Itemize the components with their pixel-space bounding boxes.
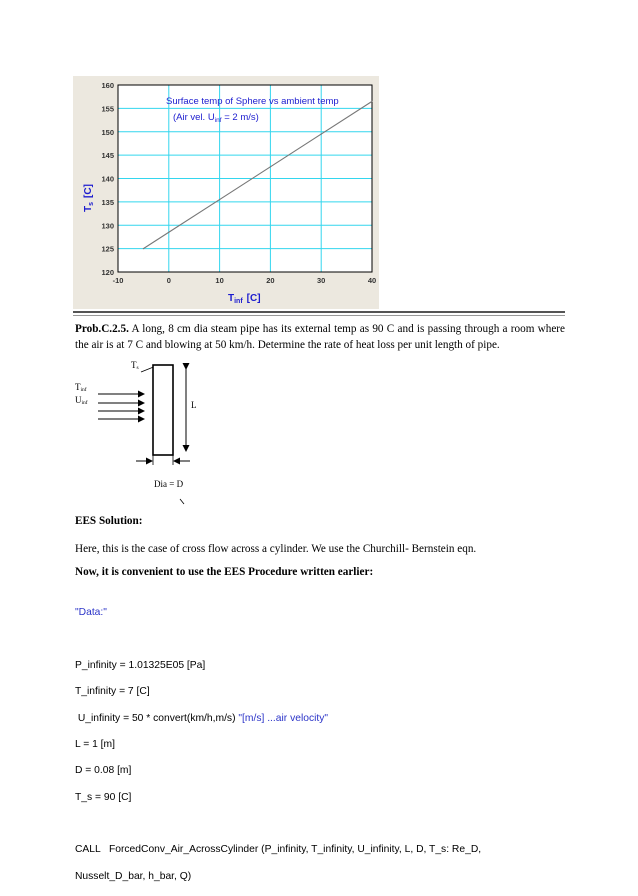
code-line: D = 0.08 [m] (75, 765, 132, 777)
tinf-label: $T_{inf}$ (75, 382, 87, 393)
data-point (371, 101, 372, 102)
y-tick-label: 125 (101, 244, 114, 254)
diagram-drawing (70, 355, 250, 515)
x-tick-label: 10 (215, 276, 224, 285)
y-tick-label: 150 (101, 127, 114, 137)
y-tick-label: 155 (101, 104, 114, 114)
length-label: L (191, 400, 197, 410)
problem-statement (75, 321, 565, 353)
data-point (219, 199, 220, 200)
chart (73, 76, 379, 309)
ts-label: $T_s$ (131, 360, 139, 371)
x-tick-label: 20 (266, 276, 275, 285)
stray-mark (180, 499, 184, 504)
separator-rule-thin (73, 315, 565, 316)
data-point (270, 166, 271, 167)
code-comment: "[m/s] ...air velocity" (238, 712, 329, 724)
cylinder-body (153, 365, 173, 455)
x-tick-label: 0 (166, 276, 171, 285)
x-axis-label: $T_{inf}$ [C] (228, 293, 261, 305)
data-comment: "Data:" (75, 607, 107, 619)
separator-rule (73, 311, 565, 313)
uinf-label: $U_{inf}$ (75, 395, 88, 406)
code-line: L = 1 [m] (75, 739, 115, 751)
data-point (143, 248, 144, 249)
y-axis-label: $T_s[C]$ (83, 184, 95, 212)
chart-subtitle: (Air vel. $U_{inf} = 2$ m/s) (173, 112, 259, 124)
problem-label: Prob.C.2.5. (75, 323, 129, 335)
dia-label: Dia = D (154, 479, 184, 489)
data-point (168, 232, 169, 233)
ees-note: Now, it is convenient to use the EES Procedure written earlier: (75, 566, 374, 578)
call-line: Nusselt_D_bar, h_bar, Q) (75, 870, 192, 882)
code-line: T_infinity = 7 [C] (75, 686, 150, 698)
chart-panel (73, 76, 379, 309)
problem-body: A long, 8 cm dia steam pipe has its external temp as 90 C and is passing through a room where the air is at 7 C and blowing at 50 km/h. Determine the rate of heat loss per unit length of pipe. (75, 323, 565, 351)
code-line: P_infinity = 1.01325E05 [Pa] (75, 659, 206, 671)
call-line: CALL ForcedConv_Air_AcrossCylinder (P_infinity, T_infinity, U_infinity, L, D, T_s: Re_D, (75, 844, 482, 856)
code-line: U_infinity = 50 * convert(km/h,m/s) "[m/s] ...air velocity" (75, 712, 329, 724)
y-tick-label: 140 (101, 174, 114, 184)
y-tick-label: 120 (101, 268, 114, 277)
y-tick-label: 145 (101, 151, 114, 161)
ees-code-block (75, 593, 575, 896)
chart-title: Surface temp of Sphere vs ambient temp (166, 96, 339, 107)
y-tick-label: 130 (101, 221, 114, 231)
y-tick-label: 135 (101, 197, 114, 207)
data-point (321, 133, 322, 134)
x-tick-label: 40 (367, 276, 377, 285)
y-tick-label: 160 (101, 81, 114, 90)
cylinder-diagram (70, 355, 250, 515)
ees-intro: Here, this is the case of cross flow across a cylinder. We use the Churchill- Bernstein eqn. (75, 543, 477, 555)
ees-heading: EES Solution: (75, 515, 143, 527)
x-tick-label: 30 (317, 276, 326, 285)
x-tick-label: -10 (112, 276, 124, 285)
code-line: T_s = 90 [C] (75, 791, 132, 803)
